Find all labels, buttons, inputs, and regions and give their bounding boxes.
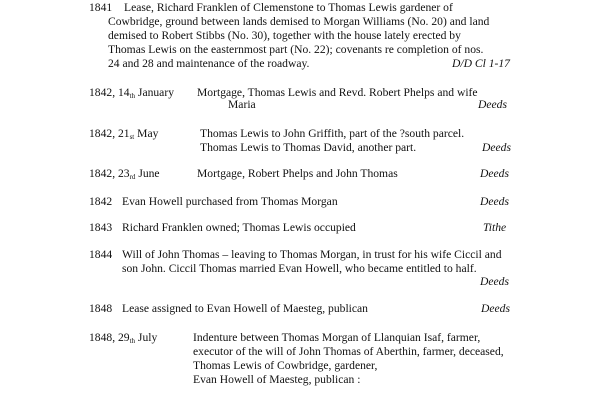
entry-date: 1842, 21st May (89, 127, 159, 141)
entry-text-line: Evan Howell purchased from Thomas Morgan (122, 195, 338, 208)
entry-source: Deeds (481, 302, 510, 315)
entry-text-line: Thomas Lewis to John Griffith, part of the ?south parcel. (200, 127, 465, 140)
entry-text-line: Indenture between Thomas Morgan of Llanquian Isaf, farmer, (193, 331, 481, 344)
entry-text-line: Lease assigned to Evan Howell of Maesteg, publican (122, 302, 368, 315)
entry-date: 1842, 14th January (89, 86, 174, 100)
entry-source: Tithe (483, 221, 507, 234)
entry-text-line: 24 and 28 and maintenance of the roadway. (108, 57, 310, 70)
entry-source: Deeds (480, 275, 509, 288)
entry-date: 1841 (89, 1, 113, 14)
entry-text-line: son John. Ciccil Thomas married Evan Howell, who became entitled to half. (122, 262, 477, 275)
entry-text-line: Cowbridge, ground between lands demised to Morgan Williams (No. 20) and land (108, 15, 490, 28)
entry-text-line: Mortgage, Thomas Lewis and Revd. Robert Phelps and wife (197, 86, 478, 99)
entry-text-line: Richard Franklen owned; Thomas Lewis occupied (122, 221, 356, 234)
entry-text-line: Thomas Lewis of Cowbridge, gardener, (193, 359, 378, 372)
entry-date: 1842, 23rd June (89, 167, 160, 181)
page-bottom-fade (0, 392, 600, 400)
entry-text-line: Lease, Richard Franklen of Clemenstone to Thomas Lewis gardener of (124, 1, 453, 14)
entry-text-line: Maria (228, 98, 256, 111)
entry-text-line: Thomas Lewis to Thomas David, another part. (200, 141, 417, 154)
entry-source: D/D Cl 1-17 (452, 57, 510, 70)
entry-text-line: Will of John Thomas – leaving to Thomas Morgan, in trust for his wife Ciccil and (122, 248, 502, 261)
entry-source: Deeds (480, 167, 509, 180)
entry-date: 1843 (89, 221, 113, 234)
entry-date: 1842 (89, 195, 113, 208)
entry-date: 1848 (89, 302, 113, 315)
entry-text-line: Evan Howell of Maesteg, publican : (193, 373, 361, 386)
entry-text-line: Thomas Lewis on the easternmost part (No. 22); covenants re completion of nos. (108, 43, 484, 56)
entry-text-line: demised to Robert Stibbs (No. 30), together with the house lately erected by (108, 29, 461, 42)
entry-date: 1848, 29th July (89, 331, 158, 345)
entry-text-line: executor of the will of John Thomas of Aberthin, farmer, deceased, (193, 345, 504, 358)
entry-source: Deeds (482, 141, 511, 154)
entry-text-line: Mortgage, Robert Phelps and John Thomas (197, 167, 398, 180)
entry-source: Deeds (480, 195, 509, 208)
entry-date: 1844 (89, 248, 113, 261)
entry-source: Deeds (478, 98, 507, 111)
